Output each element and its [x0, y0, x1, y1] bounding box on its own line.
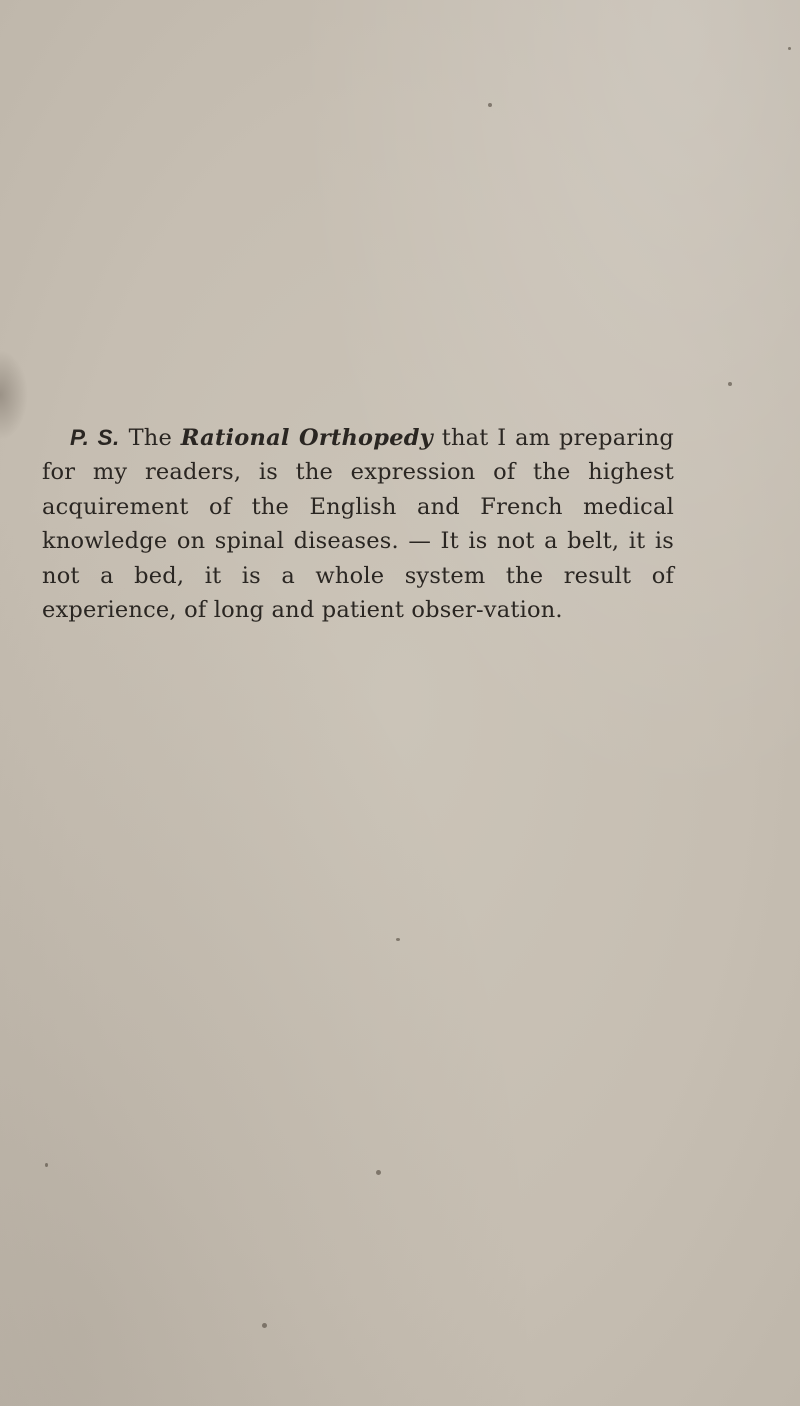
book-title: Rational Orthopedy — [180, 424, 433, 451]
first-line-indent — [42, 425, 70, 451]
paper-speck — [396, 938, 400, 941]
paper-speck — [788, 47, 791, 50]
paper-speck — [488, 103, 492, 107]
paper-speck — [728, 382, 732, 386]
page-edge-shadow — [0, 350, 28, 440]
paper-speck — [376, 1170, 381, 1175]
paper-speck — [45, 1163, 48, 1167]
postscript-paragraph — [42, 421, 674, 629]
postscript-label: P. S. — [70, 424, 120, 450]
text-before-title: The — [119, 424, 181, 451]
paper-speck — [262, 1323, 267, 1328]
paragraph-body: that I am preparing for my readers, is the expression of the highest acquirement of the English and French medical knowledge on spinal diseases. — It is not a belt, it is not a bed, it is a whole system the result of experience, of long and patient obser-vation. — [42, 424, 674, 624]
